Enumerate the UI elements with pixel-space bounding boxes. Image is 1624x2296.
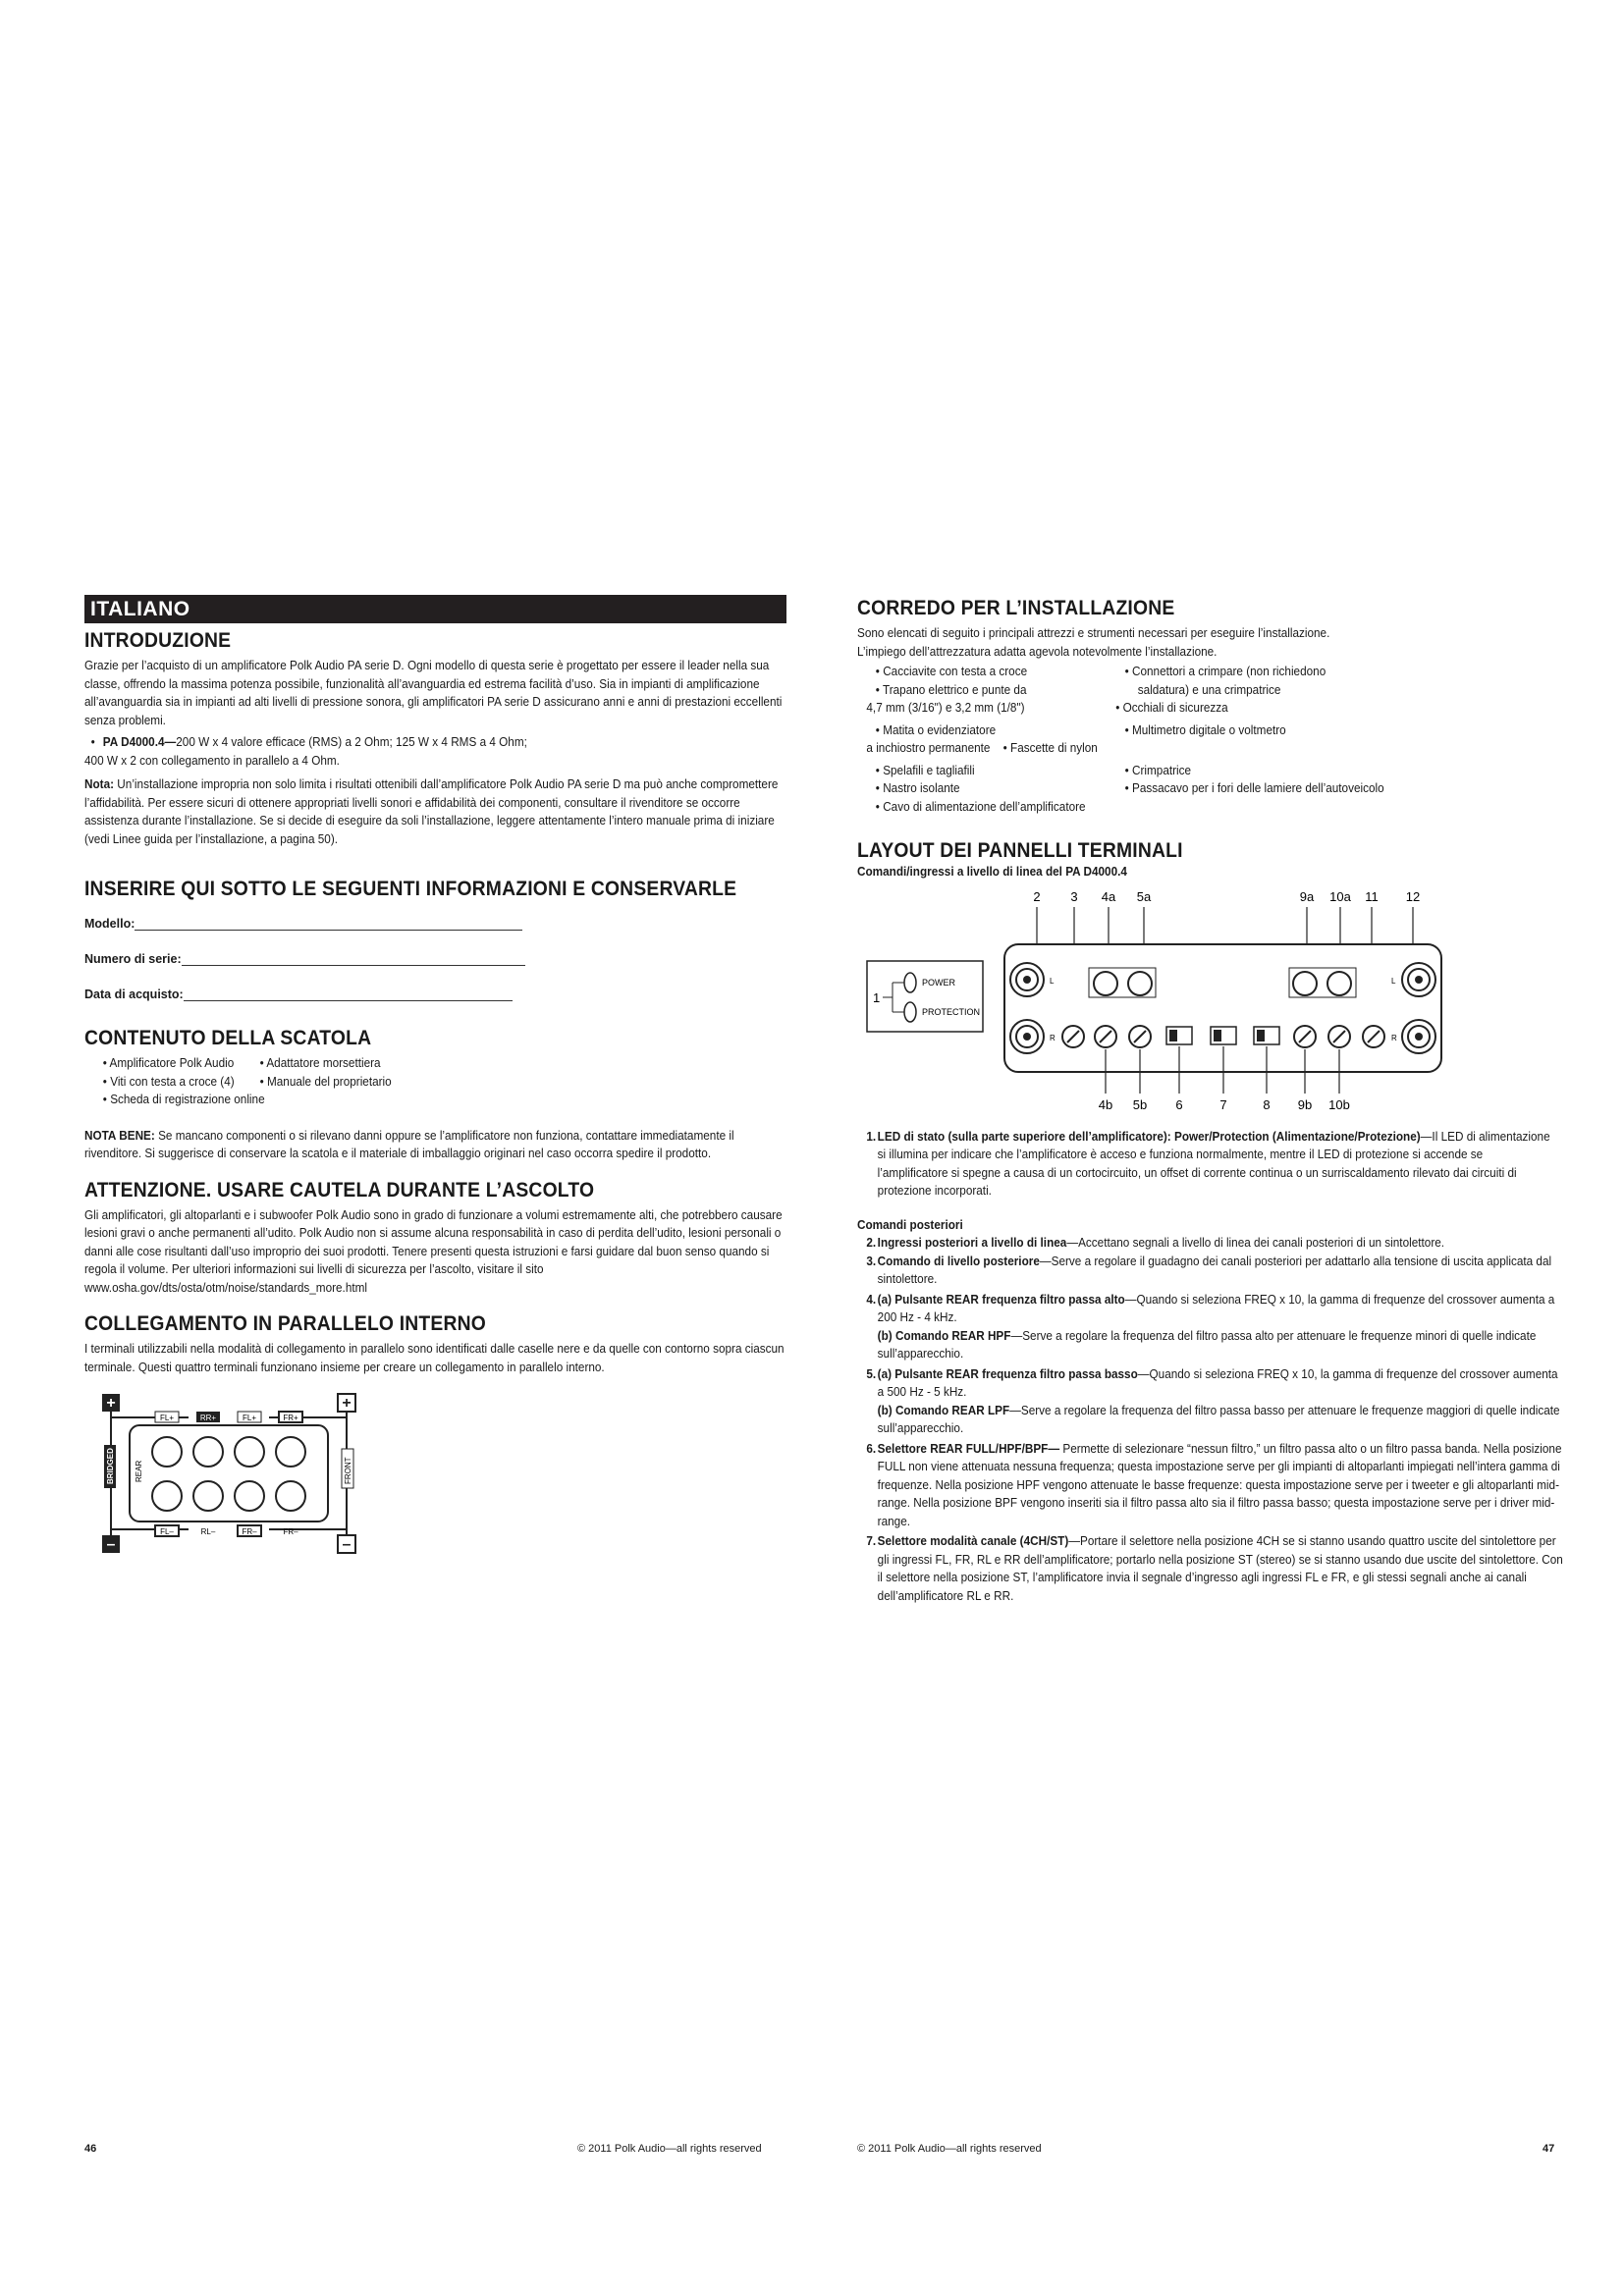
callout-4a: 4a [1101,888,1116,904]
right-page-column [857,595,1563,1605]
label-fr-minus: FR– [242,1527,257,1536]
item-4 [857,1291,1563,1363]
left-label: L [1391,976,1396,986]
item-title: (a) Pulsante REAR frequenza filtro passa basso [877,1366,1138,1381]
front-lpf-freq-button[interactable] [1327,972,1351,995]
page-number-right: 47 [1543,2143,1555,2155]
callout-4b: 4b [1098,1096,1113,1112]
led-box [867,961,983,1032]
rear-lpf-freq-button[interactable] [1128,972,1152,995]
kit-item: Connettori a crimpare (non richiedono [1131,665,1326,678]
protection-led [904,1002,916,1022]
bridge-heading: COLLEGAMENTO IN PARALLELO INTERNO [84,1312,486,1335]
right-label: R [1391,1033,1397,1042]
bottom-callout-numbers [1099,1097,1350,1112]
item-text: —Accettano segnali a livello di linea dei canali posteriori di un sintolettore. [1066,1236,1445,1250]
item-text: —Serve a regolare la frequenza del filtro passa alto per attenuare le frequenze minori di quelle indicate sull’apparecchio. [877,1328,1537,1361]
item-3 [857,1253,1563,1289]
kit-item-cont: 4,7 mm (3/16") e 3,2 mm (1/8") [866,701,1025,715]
kit-item: Trapano elettrico e punte da [882,682,1027,697]
terminal-panel-diagram [857,887,1446,1113]
kit-item-cont: saldatura) e una crimpatrice [1137,682,1281,697]
kit-list: • Cacciavite con testa a croce • Connettori a crimpare (non richiedono • Trapano elettrico e punte da saldatura) e una crimpatrice 4,7 mm (3/16") e 3,2 mm (1/8") • Occhiali di sicurezza • Matita o evidenziatore • Multimetro digitale o voltmetro a inchiostro permanente • Fascette di nylon • Spelafili e tagliafili • Crimpatrice • Nastro isolante • Passacavo per i fori delle lamiere dell’autoveicolo • Cavo di alimentazione dell’amplificatore [857,663,1512,816]
spec-list [84,733,744,752]
item-title: Comando di livello posteriore [877,1254,1040,1268]
kit-item: Spelafili e tagliafili [883,763,975,777]
item-2 [857,1234,1563,1253]
label-fr-plus: FR+ [283,1414,298,1422]
callout-9a: 9a [1299,888,1315,904]
date-field[interactable] [84,988,786,1001]
kit-intro-1: Sono elencati di seguito i principali attrezzi e strumenti necessari per eseguire l’installazione. [857,626,1330,640]
box-row-2: • Viti con testa a croce (4) • Manuale del proprietario [102,1074,392,1089]
item-text: —Quando si seleziona FREQ x 10, la gamma di frequenze del crossover aumenta a 500 Hz - 5 kHz. [877,1366,1558,1399]
kit-item: Occhiali di sicurezza [1122,701,1228,715]
kit-item: Passacavo per i fori delle lamiere dell’autoveicolo [1131,781,1384,795]
bridge-diagram [96,1388,361,1563]
item-title: (a) Pulsante REAR frequenza filtro passa alto [877,1292,1125,1307]
nb-label: NOTA BENE: [84,1128,155,1143]
kit-item: Cacciavite con testa a croce [883,665,1028,678]
box-row-3: • Scheda di registrazione online [102,1093,265,1106]
intro-paragraph: Grazie per l’acquisto di un amplificatore Polk Audio PA serie D. Ogni modello di questa serie è progettato per essere il leader nella sua classe, offrendo la massima potenza possibile, funzionalità all’avanguardia ed estrema facilità d’uso. Sia in impianti di amplificazione all’avanguardia sia in impianti ad alti livelli di pressione sonora, gli amplificatori PA serie D assicurano anni e anni di prestazioni eccellenti senza problemi. [84,659,783,727]
kit-item: Multimetro digitale o voltmetro [1131,722,1286,737]
box-item: Adattatore morsettiera [266,1056,381,1070]
intro-heading: INTRODUZIONE [84,629,232,652]
item-number: 2. [866,1236,877,1250]
items-list [857,1128,1554,1201]
box-item: Amplificatore Polk Audio [109,1056,235,1070]
model-label: Modello: [84,917,135,931]
item-title: Ingressi posteriori a livello di linea [877,1236,1067,1250]
box-row-1: • Amplificatore Polk Audio • Adattatore morsettiera [102,1056,381,1070]
kit-item: Crimpatrice [1131,763,1192,777]
item-7 [857,1532,1563,1605]
item-6 [857,1440,1563,1531]
serial-label: Numero di serie: [84,952,182,966]
label-fl-plus: FL+ [159,1414,175,1422]
box-item: Scheda di registrazione online [110,1093,265,1106]
item-text: —Portare il selettore nella posizione 4CH se si stanno usando quattro uscite del sintolettore per gli ingressi FL, FR, RL e RR dell’amplificatore; portarlo nella posizione ST (stereo) se si stanno usando due uscite del sintolettore. Con il selettore nella posizione ST, l’amplificatore invia il segnale d’ingresso agli ingressi FL e FR, e gli stessi segnali anche ai canali dell’amplificatore RL e RR. [877,1534,1563,1603]
bridge-paragraph: I terminali utilizzabili nella modalità di collegamento in parallelo sono identificati dalle caselle nere e da quelle con contorno sopra ciascun terminale. Questi quattro terminali funzionano insieme per creare un collegamento in parallelo interno. [84,1342,785,1374]
model-field[interactable] [84,917,786,931]
item-title: LED di stato (sulla parte superiore dell’amplificatore): Power/Protection (Alimentazione/Protezione) [877,1129,1421,1144]
callout-5b: 5b [1132,1096,1148,1112]
label-fl-plus-2: FL+ [242,1414,257,1422]
record-heading: INSERIRE QUI SOTTO LE SEGUENTI INFORMAZIONI E CONSERVARLE [84,878,737,900]
protection-label: PROTECTION [922,1006,981,1017]
copyright-right: © 2011 Polk Audio—all rights reserved [857,2143,1042,2155]
spec-text-2: 400 W x 2 con collegamento in parallelo a 4 Ohm. [84,753,340,768]
item-number: 1. [866,1129,877,1144]
bottom-labels [155,1525,298,1536]
callout-7: 7 [1219,1096,1227,1112]
top-labels [155,1412,302,1422]
kit-item: Cavo di alimentazione dell’amplificatore [883,799,1086,814]
note-label: Nota: [84,777,115,791]
label-fr-minus-2: FR– [283,1527,298,1536]
layout-subtitle: Comandi/ingressi a livello di linea del PA D4000.4 [857,865,1127,879]
item-text: —Serve a regolare il guadagno dei canali posteriori per adattarlo alla tensione di uscita applicata dal sintolettore. [877,1254,1552,1286]
right-label: R [1050,1033,1056,1042]
power-label: POWER [922,977,956,988]
callout-12: 12 [1405,888,1421,904]
label-rl-minus: RL– [200,1527,216,1536]
caution-paragraph: Gli amplificatori, gli altoparlanti e i subwoofer Polk Audio sono in grado di funzionare a volumi estremamente alti, che potrebbero causare lesioni gravi o anche permanenti all’udito. Polk Audio non si assume alcuna responsabilità in caso di perdita dell’udito, lesioni personali o danni alle cose risultanti dall’uso improprio dei suoi prodotti. Tenere presenti questa istruzioni e farsi guidare dal buon senso quando si regola il volume. Per ulteriori informazioni sui livelli di sicurezza per l’ascolto, visitare il sito www.osha.gov/dts/osta/otm/noise/standards_more.html [84,1207,783,1295]
serial-field[interactable] [84,952,786,966]
label-rr-plus: RR+ [199,1414,217,1422]
callout-9b: 9b [1297,1096,1313,1112]
plus-sign: + [106,1395,116,1412]
item-title: Selettore modalità canale (4CH/ST) [877,1534,1069,1548]
spec-model: PA D4000.4— [102,735,177,749]
item-text: —Serve a regolare la frequenza del filtro passa basso per attenuare le frequenze maggiori di quelle indicate sull’apparecchio. [877,1403,1560,1435]
box-note [84,1127,782,1163]
page-number-left: 46 [84,2143,97,2155]
rear-controls-heading: Comandi posteriori [857,1217,963,1232]
kit-heading: CORREDO PER L’INSTALLAZIONE [857,597,1175,619]
rear-items-list [857,1234,1563,1605]
item-subtitle: (b) Comando REAR HPF [877,1328,1011,1343]
callout-5a: 5a [1136,888,1152,904]
item-number: 3. [866,1254,877,1268]
item-5 [857,1365,1563,1438]
callout-6: 6 [1175,1096,1183,1112]
rear-hpf-freq-button[interactable] [1094,972,1117,995]
top-callout-numbers [1033,889,1420,904]
rear-tag: REAR [135,1460,143,1482]
callout-8: 8 [1263,1096,1271,1112]
callout-11: 11 [1365,888,1379,904]
kit-item: Nastro isolante [883,781,960,795]
box-item: Viti con testa a croce (4) [110,1074,235,1089]
intro-note [84,775,790,848]
item-number: 5. [866,1366,877,1381]
left-label: L [1050,976,1055,986]
language-heading: ITALIANO [84,595,786,623]
minus-sign: – [342,1536,352,1553]
copyright-left: © 2011 Polk Audio—all rights reserved [577,2143,762,2155]
item-number: 4. [866,1292,877,1307]
callout-10a: 10a [1329,888,1351,904]
spec-item [84,733,744,752]
plus-sign: + [342,1395,352,1412]
bridged-tag: BRIDGED [106,1448,115,1484]
layout-heading: LAYOUT DEI PANNELLI TERMINALI [857,839,1183,862]
kit-item-cont: a inchiostro permanente [866,741,991,755]
box-contents-heading: CONTENUTO DELLA SCATOLA [84,1027,372,1049]
box-item: Manuale del proprietario [266,1074,392,1089]
callout-3: 3 [1070,888,1078,904]
caution-heading: ATTENZIONE. USARE CAUTELA DURANTE L’ASCOLTO [84,1178,595,1201]
item-text: —Il LED di alimentazione si illumina per indicare che l’amplificatore è acceso e funziona normalmente, mentre il LED di protezione si accende se l’amplificatore si spegne a causa di un cortocircuito, un offset di corrente continua o un surriscaldamento rilevato dai circuiti di protezione incorporati. [877,1129,1550,1198]
kit-item: Matita o evidenziatore [883,722,997,737]
label-fl-minus: FL– [160,1527,174,1536]
minus-sign: – [106,1536,116,1553]
item-title: Selettore REAR FULL/HPF/BPF— [877,1441,1060,1456]
item-number: 7. [866,1534,877,1548]
item-text: Permette di selezionare “nessun filtro,” un filtro passa alto o un filtro passa banda. Nella posizione FULL non viene attenuata nessuna frequenza; questa impostazione serve per gli impianti di altoparlanti impiegati nell’intera gamma di frequenze. Nella posizione HPF vengono attenuate le basse frequenze: questa impostazione serve per i tweeter e gli altoparlanti mid-range. Nella posizione BPF vengono inseriti sia il filtro passa alto sia il filtro passa basso; questa impostazione serve per i driver mid-range. [877,1441,1562,1528]
callout-2: 2 [1033,888,1041,904]
left-page-column [84,595,786,1568]
callout-10b: 10b [1328,1096,1350,1112]
kit-intro-2: L’impiego dell’attrezzatura adatta agevola notevolmente l’installazione. [857,644,1218,659]
item-1 [857,1128,1554,1201]
item-subtitle: (b) Comando REAR LPF [877,1403,1010,1417]
item-number: 6. [866,1441,877,1456]
nb-text: Se mancano componenti o si rilevano danni oppure se l’amplificatore non funziona, contattare immediatamente il rivenditore. Si suggerisce di conservare la scatola e il materiale di imballaggio originari nel caso occorra spedire il prodotto. [84,1128,734,1160]
front-hpf-freq-button[interactable] [1293,972,1317,995]
date-label: Data di acquisto: [84,988,184,1001]
item-text: —Quando si seleziona FREQ x 10, la gamma di frequenze del crossover aumenta a 200 Hz - 4 kHz. [877,1292,1555,1324]
power-led [904,973,916,992]
note-text: Un’installazione impropria non solo limita i risultati ottenibili dall’amplificatore Polk Audio PA serie D ma può anche compromettere l’affidabilità. Per essere sicuri di ottenere appropriati livelli sonori e affidabilità dei componenti, consultare il rivenditore se occorre assistenza durante l’installazione. Se si decide di eseguire da soli l’installazione, leggere attentamente l’intero manuale prima di iniziare (vedi Linee guida per l’installazione, a pagina 50). [84,777,779,846]
front-tag: FRONT [344,1457,352,1484]
spec-text: 200 W x 4 valore efficace (RMS) a 2 Ohm; 125 W x 4 RMS a 4 Ohm; [176,735,527,749]
kit-item: Fascette di nylon [1010,741,1098,755]
callout-1: 1 [873,989,881,1005]
